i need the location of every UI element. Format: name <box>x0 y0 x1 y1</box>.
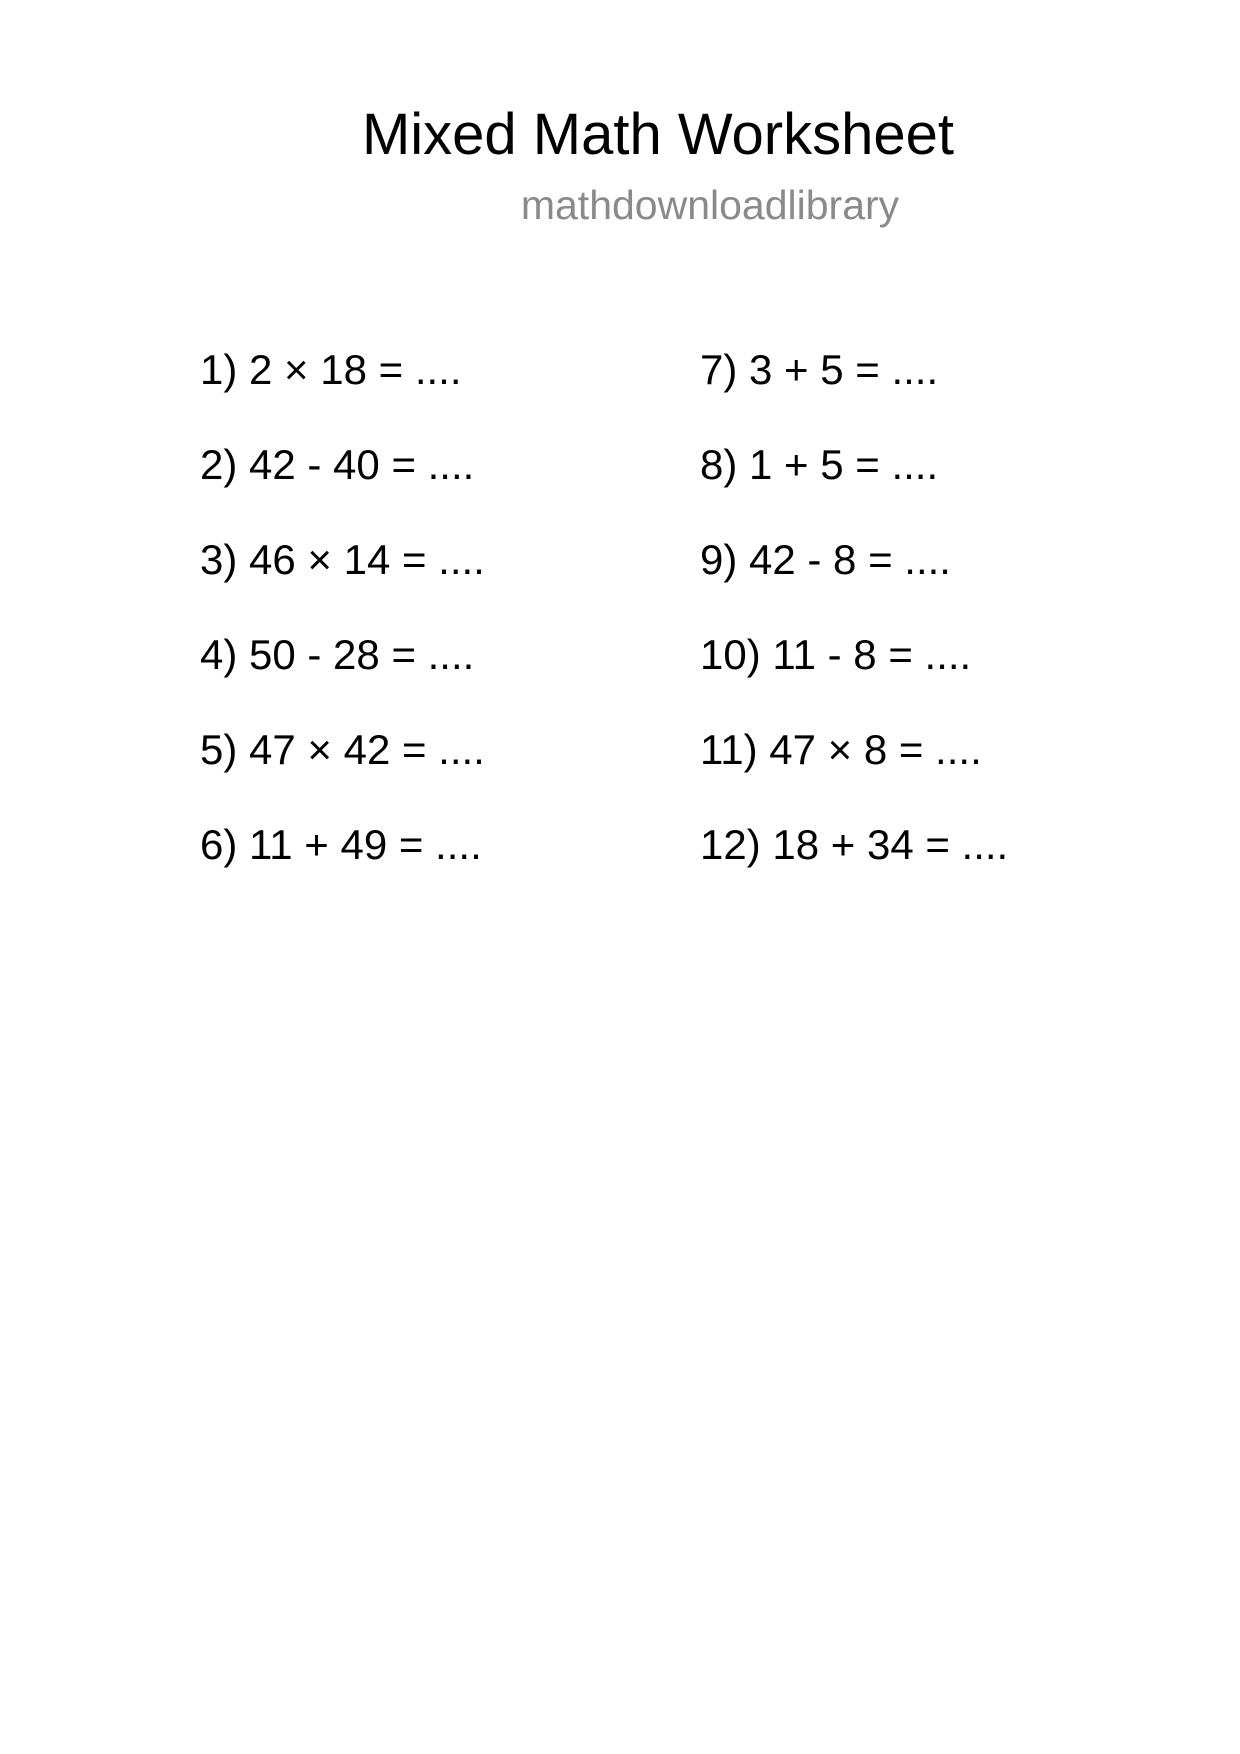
worksheet-title: Mixed Math Worksheet <box>361 102 955 167</box>
problem-11: 11) 47 × 8 = .... <box>700 726 982 773</box>
problem-column-right <box>700 345 1008 915</box>
problem-7: 7) 3 + 5 = .... <box>700 346 939 393</box>
problem-9: 9) 42 - 8 = .... <box>700 536 951 583</box>
problem-3: 3) 46 × 14 = .... <box>200 536 485 583</box>
worksheet-subtitle: mathdownloadlibrary <box>520 182 900 228</box>
problem-column-left <box>200 345 485 915</box>
problem-2: 2) 42 - 40 = .... <box>200 441 475 488</box>
problem-10: 10) 11 - 8 = .... <box>700 631 972 678</box>
problem-6: 6) 11 + 49 = .... <box>200 821 482 868</box>
problem-5: 5) 47 × 42 = .... <box>200 726 485 773</box>
problem-4: 4) 50 - 28 = .... <box>200 631 475 678</box>
problem-8: 8) 1 + 5 = .... <box>700 441 939 488</box>
problem-12: 12) 18 + 34 = .... <box>700 821 1009 868</box>
problem-1: 1) 2 × 18 = .... <box>200 346 462 393</box>
